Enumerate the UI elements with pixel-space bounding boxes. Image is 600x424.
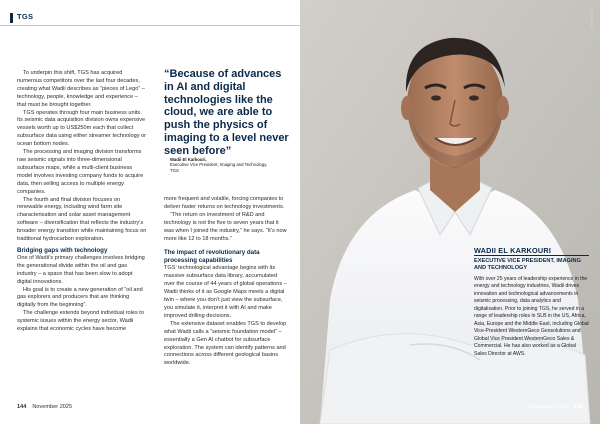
site-link[interactable]: aimagazine.com [526,404,568,410]
page-header [0,0,300,40]
header-brand: TGS [17,12,34,21]
left-paragraph-7: The challenge extends beyond individual roles to systemic issues within the energy sector, Wadii explains that economic cycles have become [17,310,144,333]
header-accent-bar [10,13,13,23]
profile-bio: With over 25 years of leadership experience in the energy and technology industries, Wadii drives innovation and technological advancements in seismic processing, data analytics and digitalisation. Prior to joining TGS, he served in a range of leadership roles in SLB in the US, Africa, Asia, Europe and the Middle East, including Global Vice-President WesternGeco Geosolutions and Global Vice President WesternGeco Sales & Commercial. He has also worked as a Global Sales Director at AWS. [474,276,589,357]
profile-rule [474,255,589,256]
right-paragraph-1: more frequent and volatile, forcing companies to deliver faster returns on technology investments. [164,196,285,210]
left-subheading: Bridging gaps with technology [17,246,108,254]
quote-company: TGS [170,167,179,173]
left-paragraph-2: TGS operates through four main business units. Its seismic data acquisition division owns expensive vessels worth up to US$250m each that collect subsurface data using either streamer technology or ocean bottom nodes. [17,109,147,148]
portrait-illustration [300,0,600,424]
profile-role: EXECUTIVE VICE PRESIDENT, IMAGING AND TECHNOLOGY [474,258,581,271]
left-paragraph-1: To underpin this shift, TGS has acquired numerous competitors over the last four decades, creating what Wadii describes as “pieces of Lego” – technology, people, knowledge and experience – that must be brought together. [17,70,145,108]
right-subheading: The impact of revolutionary data processing capabilities [164,249,260,265]
profile-name: WADII EL KARKOURI [474,246,552,255]
page-number-left: 144 [17,404,27,410]
left-column [17,70,147,334]
quote-attribution [170,157,270,173]
quote-role: Executive Vice President, Imaging and Technology, [170,162,268,168]
right-paragraph-4: The extensive dataset enables TGS to develop what Wadii calls a “seismic foundation model” – essentially a Gen AI chatbot for subsurface exploration. The system can identify patterns and connections across different geological basins worldwide. [164,320,287,367]
footer-left [17,404,72,410]
right-column [164,196,289,368]
pull-quote: “Because of advances in AI and digital technologies like the cloud, we are able to push the physics of imaging to a level never seen before” [164,68,289,157]
left-paragraph-4: The fourth and final division focuses on renewable energy, including wind farm site characterisation and solar asset management software – diversification that reflects the industry’s broader energy transition while maintaining focus on traditional hydrocarbon exploration. [17,196,147,243]
header-rule [0,25,300,26]
photo-credit: Credit: TGS [589,8,594,30]
left-paragraph-3: The processing and imaging division transforms raw seismic signals into three-dimensional subsurface maps, while a multi-client business model involves investing company funds to acquire data, then selling access to multiple energy companies. [17,149,144,195]
right-paragraph-3: TGS’ technological advantage begins with its massive subsurface data library, accumulated over the course of 44 years of global operations – Wadii thinks of it as Google Maps meets a digital twin – where you don’t just view the subsurface, you simulate it, interpret it with AI and make improved drilling decisions. [164,265,287,319]
right-paragraph-2: “The return on investment of R&D and technology is not the five to seven years that it was when I joined the industry,” he says. “It’s now more like 12 to 18 months.” [164,211,287,242]
left-paragraph-6: His goal is to create a new generation of “oil and gas explorers and producers that are thinking digitally from the beginning”. [17,286,143,309]
issue-date: November 2025 [32,404,73,410]
left-paragraph-5: One of Wadii’s primary challenges involves bridging the generational divide within the oil and gas industry – a space that has been slow to adopt digital innovations. [17,254,145,285]
page-number-right: 145 [573,404,583,410]
portrait-photo [300,0,600,424]
footer-right [527,404,583,410]
quote-name: Wadii El Karkouri, [170,157,207,162]
